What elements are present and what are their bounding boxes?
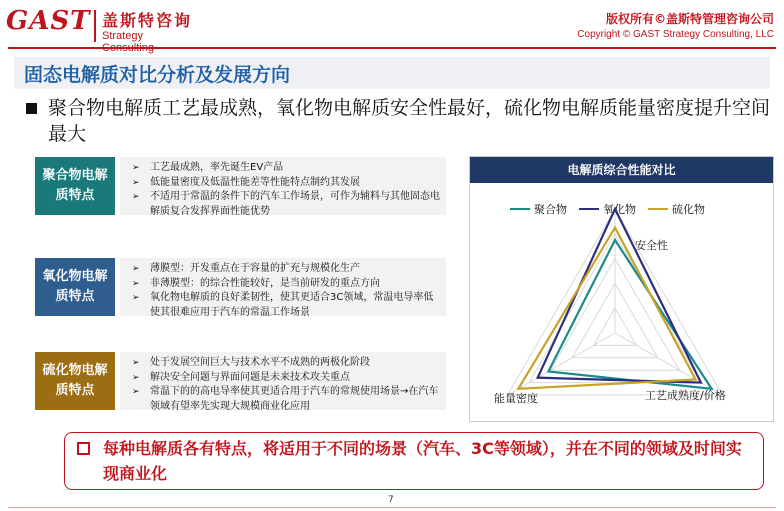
slide-title: 固态电解质对比分析及发展方向 xyxy=(24,64,291,86)
conclusion-text: 每种电解质各有特点，将适用于不同的场景（汽车、3C等领域），并在不同的领域及时间实现商业化 xyxy=(103,439,742,483)
category-oxide-label: 氧化物电解质特点 xyxy=(35,258,115,316)
radar-chart xyxy=(470,157,773,421)
list-item: ➢ 不适用于常温的条件下的汽车工作场景，可作为辅料与其他固态电解质复合发挥界面性能优势 xyxy=(132,191,440,217)
legend-item-polymer: 聚合物 xyxy=(510,201,567,217)
category-sulfide-description xyxy=(120,352,446,410)
list-item: ➢ 常温下的的高电导率使其更适合用于汽车的常规使用场景→在汽车领域有望率先实现大规模商业化应用 xyxy=(132,386,439,412)
copyright-en: Copyright © GAST Strategy Consulting, LLC xyxy=(577,29,774,40)
arrow-bullet-icon: ➢ xyxy=(132,177,140,188)
header-divider xyxy=(8,47,776,49)
category-sulfide-label: 硫化物电解质特点 xyxy=(35,352,115,410)
legend-item-oxide: 氧化物 xyxy=(579,201,636,217)
radar-axis-label: 安全性 xyxy=(635,239,668,252)
title-bar xyxy=(14,57,770,89)
checkbox-square-icon xyxy=(77,442,90,455)
copyright-cn: 版权所有©盖斯特管理咨询公司 xyxy=(605,12,774,26)
radar-series-聚合物 xyxy=(548,240,711,389)
list-item: ➢ 氧化物电解质的良好柔韧性，使其更适合3C领域，常温电导率低使其很难应用于汽车的常温工作场景 xyxy=(132,292,434,318)
arrow-bullet-icon: ➢ xyxy=(132,293,140,303)
radar-chart-panel xyxy=(469,156,774,422)
main-statement: 聚合物电解质工艺最成熟，氧化物电解质安全性最好，硫化物电解质能量密度提升空间最大 xyxy=(48,97,771,145)
arrow-bullet-icon: ➢ xyxy=(132,163,140,173)
list-item: ➢ 工艺最成熟，率先诞生EV产品 xyxy=(126,161,440,176)
category-polymer-description xyxy=(120,157,446,215)
arrow-bullet-icon: ➢ xyxy=(132,192,140,202)
list-item: ➢ 薄膜型：开发重点在于容量的扩充与规模化生产 xyxy=(126,262,440,277)
list-item: ➢ 解决安全问题与界面问题是未来技术攻关重点 xyxy=(126,371,440,386)
radar-axis-label: 工艺成熟度/价格 xyxy=(645,389,726,402)
radar-chart-title: 电解质综合性能对比 xyxy=(567,163,676,177)
category-polymer-label: 聚合物电解质特点 xyxy=(35,157,115,215)
conclusion-box xyxy=(64,432,764,490)
category-oxide-description xyxy=(120,258,446,316)
logo-gast-text: GAST xyxy=(6,6,91,36)
brand-name-en: Strategy xyxy=(102,30,143,42)
arrow-bullet-icon: ➢ xyxy=(132,358,140,368)
logo-divider xyxy=(94,10,96,42)
arrow-bullet-icon: ➢ xyxy=(132,372,140,383)
arrow-bullet-icon: ➢ xyxy=(132,264,140,274)
list-item: ➢ 低能量密度及低温性能差等性能特点制约其发展 xyxy=(126,176,440,191)
footer-divider xyxy=(8,507,776,508)
company-logo xyxy=(6,4,196,46)
radar-axis-label: 能量密度 xyxy=(494,392,538,405)
brand-name-cn: 盖斯特咨询 xyxy=(102,11,193,30)
arrow-bullet-icon: ➢ xyxy=(132,278,140,289)
arrow-bullet-icon: ➢ xyxy=(132,387,140,397)
page-number: 7 xyxy=(388,495,394,505)
list-item: ➢ 非薄膜型：的综合性能较好，是当前研发的重点方向 xyxy=(126,277,440,292)
bullet-square-icon xyxy=(26,103,37,114)
list-item: ➢ 处于发展空间巨大与技术水平不成熟的两极化阶段 xyxy=(126,356,440,371)
radar-axis-line xyxy=(615,333,722,395)
legend-item-sulfide: 硫化物 xyxy=(648,201,705,217)
